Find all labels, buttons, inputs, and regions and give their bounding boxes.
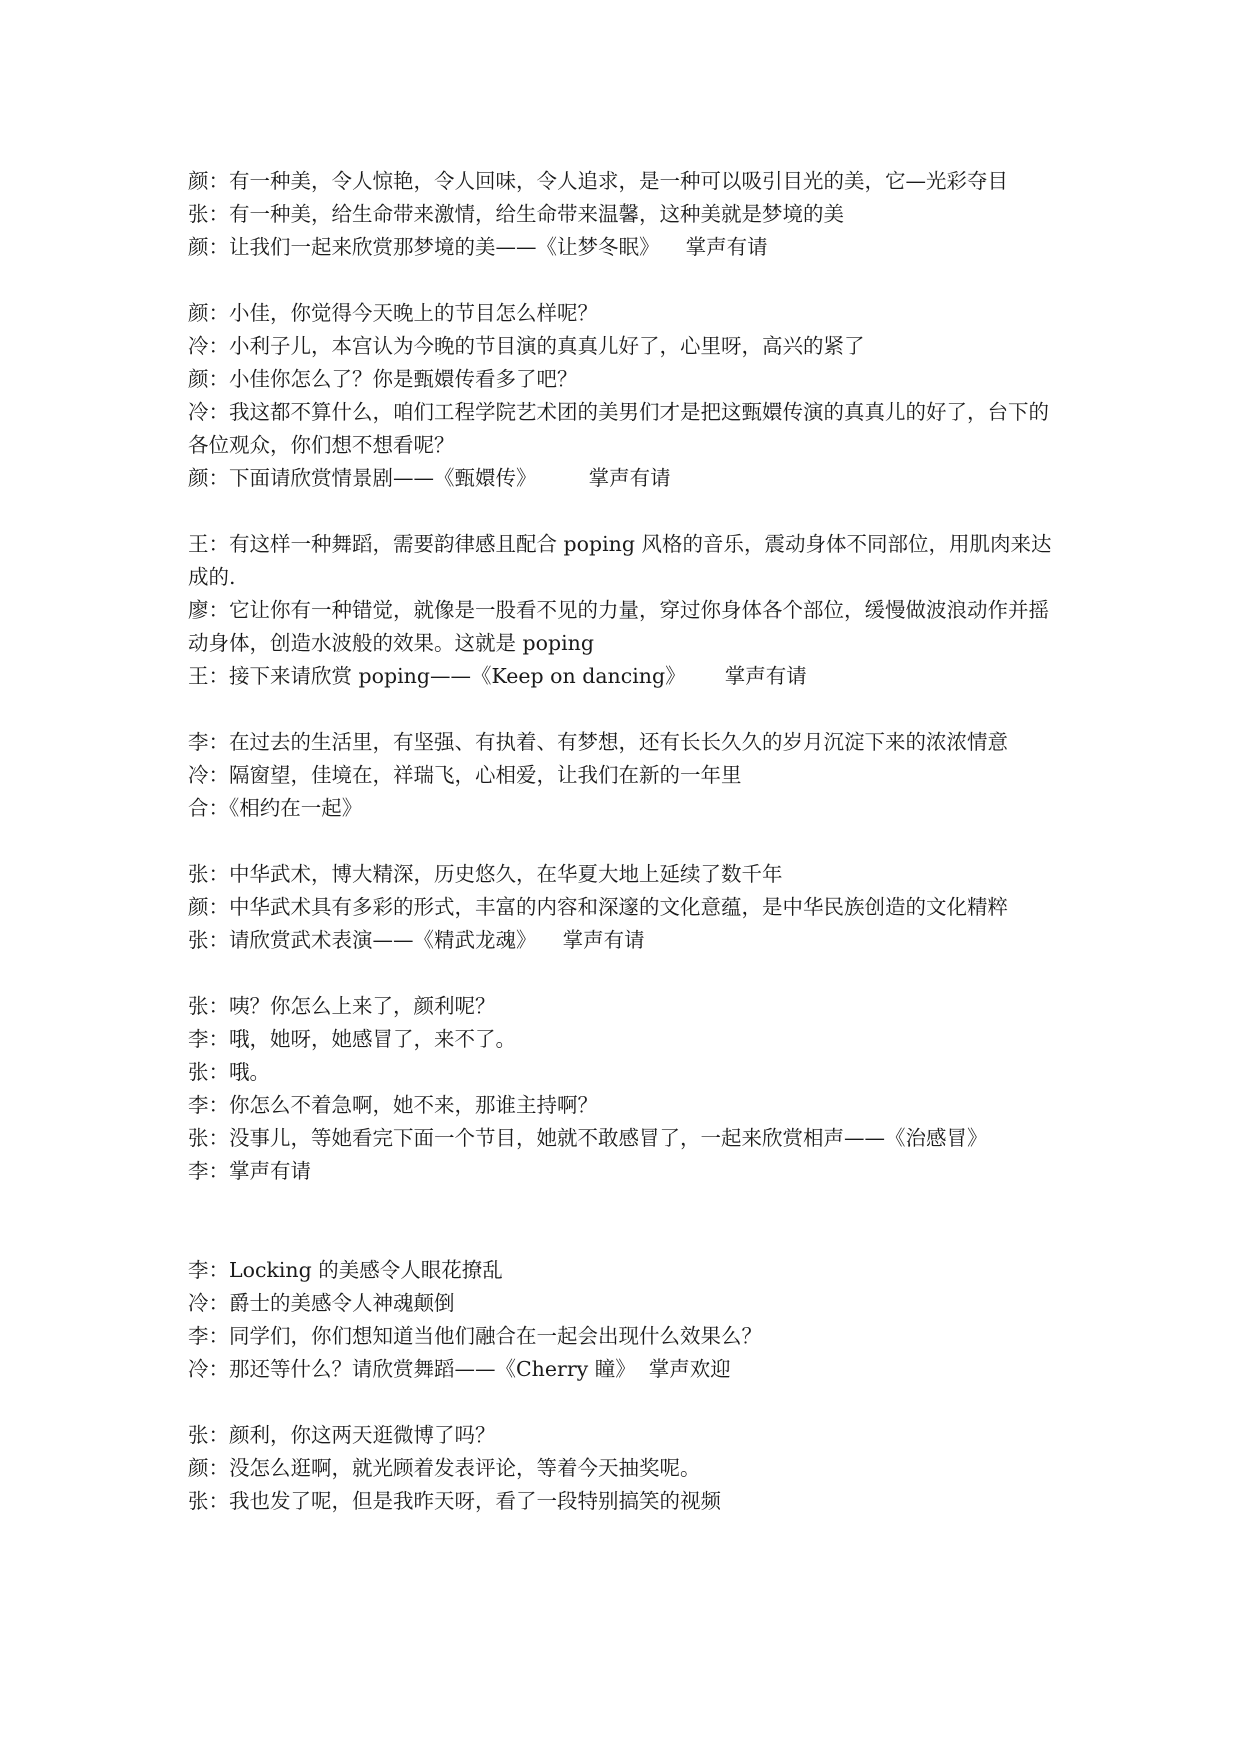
script-line: 颜：小佳，你觉得今天晚上的节目怎么样呢？: [188, 301, 598, 325]
script-line: 张：哦。: [188, 1060, 270, 1084]
script-block: [188, 165, 1060, 264]
script-block: [188, 726, 1060, 825]
script-block: [188, 528, 1060, 693]
script-block: [188, 1254, 1060, 1386]
block-spacer: [188, 495, 1060, 528]
script-line: 张：咦？你怎么上来了，颜利呢？: [188, 994, 496, 1018]
script-line: 李：掌声有请: [188, 1159, 311, 1183]
script-line: 冷：爵士的美感令人神魂颠倒: [188, 1291, 455, 1315]
script-line: 冷：小利子儿，本宫认为今晚的节目演的真真儿好了，心里呀，高兴的紧了: [188, 334, 865, 358]
script-line: 李：在过去的生活里，有坚强、有执着、有梦想，还有长长久久的岁月沉淀下来的浓浓情意: [188, 730, 1008, 754]
block-spacer: [188, 693, 1060, 726]
script-line: 颜：让我们一起来欣赏那梦境的美——《让梦冬眠》 掌声有请: [188, 235, 768, 259]
script-line: 李：哦，她呀，她感冒了，来不了。: [188, 1027, 516, 1051]
block-spacer: [188, 825, 1060, 858]
script-line: 王：有这样一种舞蹈，需要韵律感且配合 poping 风格的音乐，震动身体不同部位，用肌肉来达成的.: [188, 532, 1052, 589]
script-line: 颜：没怎么逛啊，就光顾着发表评论，等着今天抽奖呢。: [188, 1456, 701, 1480]
script-line: 颜：小佳你怎么了？你是甄嬛传看多了吧？: [188, 367, 578, 391]
script-line: 冷：我这都不算什么，咱们工程学院艺术团的美男们才是把这甄嬛传演的真真儿的好了，台下的各位观众，你们想不想看呢？: [188, 400, 1049, 457]
script-block: [188, 1419, 1060, 1518]
script-line: 合：《相约在一起》: [188, 796, 363, 820]
script-line: 颜：有一种美，令人惊艳，令人回味，令人追求，是一种可以吸引目光的美，它—光彩夺目: [188, 169, 1008, 193]
block-spacer: [188, 264, 1060, 297]
script-line: 冷：隔窗望，佳境在，祥瑞飞，心相爱，让我们在新的一年里: [188, 763, 742, 787]
script-line: 张：有一种美，给生命带来激情，给生命带来温馨，这种美就是梦境的美: [188, 202, 844, 226]
script-line: 颜：下面请欣赏情景剧——《甄嬛传》 掌声有请: [188, 466, 671, 490]
script-line: 李：你怎么不着急啊，她不来，那谁主持啊？: [188, 1093, 598, 1117]
script-line: 李：同学们，你们想知道当他们融合在一起会出现什么效果么？: [188, 1324, 762, 1348]
script-block: [188, 990, 1060, 1188]
script-line: 颜：中华武术具有多彩的形式，丰富的内容和深邃的文化意蕴，是中华民族创造的文化精粹: [188, 895, 1008, 919]
script-block: [188, 858, 1060, 957]
script-line: 张：没事儿，等她看完下面一个节目，她就不敢感冒了，一起来欣赏相声——《治感冒》: [188, 1126, 988, 1150]
script-block: [188, 297, 1060, 495]
block-spacer: [188, 957, 1060, 990]
script-body: [188, 165, 1060, 1518]
script-line: 李：Locking 的美感令人眼花撩乱: [188, 1258, 503, 1282]
block-spacer: [188, 1386, 1060, 1419]
script-line: 冷：那还等什么？请欣赏舞蹈——《Cherry 瞳》 掌声欢迎: [188, 1357, 731, 1381]
script-line: 张：颜利，你这两天逛微博了吗？: [188, 1423, 496, 1447]
script-line: 张：请欣赏武术表演——《精武龙魂》 掌声有请: [188, 928, 645, 952]
script-line: 王：接下来请欣赏 poping——《Keep on dancing》 掌声有请: [188, 664, 807, 688]
block-spacer: [188, 1188, 1060, 1254]
script-line: 张：我也发了呢，但是我昨天呀，看了一段特别搞笑的视频: [188, 1489, 721, 1513]
script-line: 廖：它让你有一种错觉，就像是一股看不见的力量，穿过你身体各个部位，缓慢做波浪动作并摇动身体，创造水波般的效果。这就是 poping: [188, 598, 1049, 655]
script-line: 张：中华武术，博大精深，历史悠久，在华夏大地上延续了数千年: [188, 862, 783, 886]
